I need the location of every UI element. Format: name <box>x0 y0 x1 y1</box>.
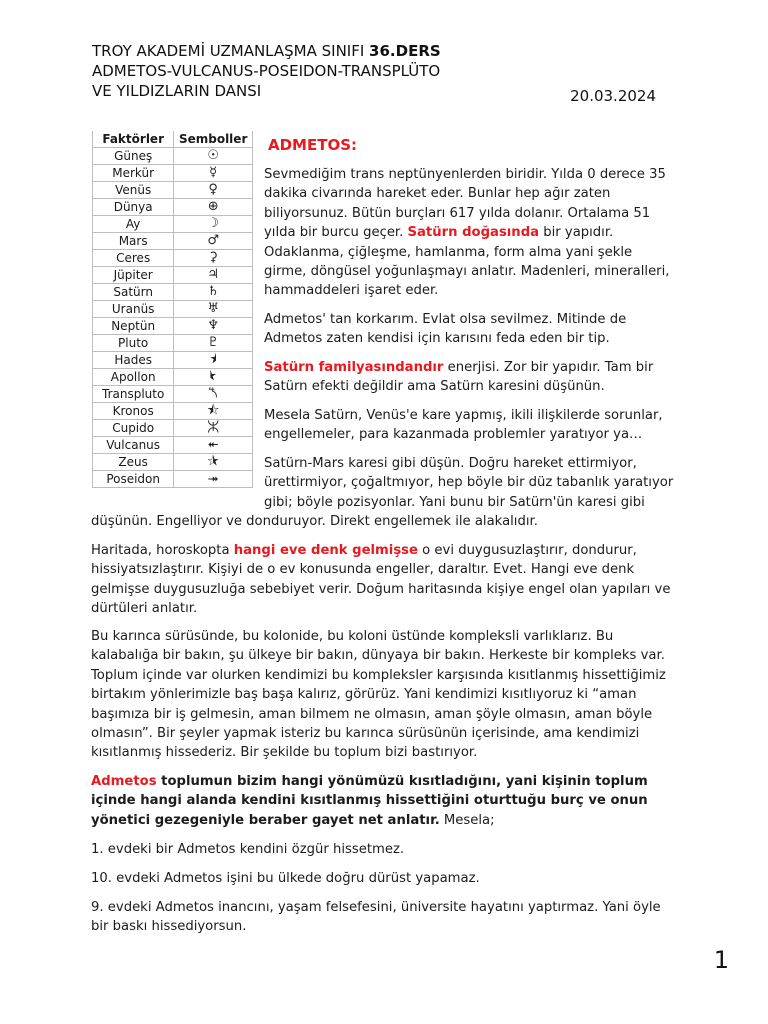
table-header-factors: Faktörler <box>93 131 174 148</box>
planet-symbol-icon: ⊕ <box>174 199 253 216</box>
planet-symbol-icon: ♂ <box>174 233 253 250</box>
planet-symbol-icon: ⯲ <box>174 386 253 403</box>
paragraph-6: Haritada, horoskopta hangi eve denk gelmişse o evi duygusuzlaştırır, dondurur, hissiyatsızlaştırır. Kişiyi de o ev konusunda engeller, daraltır. Evet. Hangi eve denk gelmişse duygusuzluğa sebebiyet verir. Doğum haritasında kişiye engel olan yapıları ve dürtüleri anlatır. <box>91 543 671 617</box>
factor-name: Vulcanus <box>93 437 174 454</box>
paragraph-2: Admetos' tan korkarım. Evlat olsa sevilmez. Mitinde de Admetos zaten kendisi için karısını feda eden bir tip. <box>264 312 627 347</box>
table-row <box>93 216 253 233</box>
table-header-symbols: Semboller <box>174 131 253 148</box>
planet-symbol-icon: ⯩ <box>174 369 253 386</box>
highlight-admetos: Admetos <box>91 774 157 789</box>
factor-name: Hades <box>93 352 174 369</box>
paragraph-1: Sevmediğim trans neptünyenlerden biridir. Yılda 0 derece 35 dakika civarında hareket eder. Bunlar hep ağır zaten biliyorsunuz. Bütün burçları 617 yılda dolanır. Ortalama 51 yılda bir burcu geçer. Satürn doğasında bir yapıdır. Odaklanma, çiğleşme, hamlanma, form alma yani şekle girme, döngüsel yoğunlaşmayı anlatır. Madenleri, mineralleri, hammaddeleri işaret eder. <box>264 167 670 299</box>
planet-symbol-icon: ⚳ <box>174 250 253 267</box>
factor-name: Venüs <box>93 182 174 199</box>
factor-name: Jüpiter <box>93 267 174 284</box>
planet-symbol-icon: ⯬ <box>174 437 253 454</box>
table-row <box>93 182 253 199</box>
list-item-house-9: 9. evdeki Admetos inancını, yaşam felsefesini, üniversite hayatını yaptırmaz. Yani öyle bir baskı hissediyorsun. <box>91 900 661 935</box>
table-row <box>93 318 253 335</box>
planet-symbol-icon: ⯨ <box>174 352 253 369</box>
list-item-house-10: 10. evdeki Admetos işini bu ülkede doğru dürüst yapamaz. <box>91 871 480 886</box>
highlight-house: hangi eve denk gelmişse <box>233 543 418 558</box>
page-number: 1 <box>713 946 729 974</box>
list-item-house-1: 1. evdeki bir Admetos kendini özgür hissetmez. <box>91 842 405 857</box>
factor-name: Kronos <box>93 403 174 420</box>
header-line-2: ADMETOS-VULCANUS-POSEIDON-TRANSPLÜTO <box>92 62 441 80</box>
factor-name: Mars <box>93 233 174 250</box>
table-row <box>93 165 253 182</box>
factor-name: Merkür <box>93 165 174 182</box>
table-row <box>93 199 253 216</box>
section-title: ADMETOS: <box>268 136 358 154</box>
planet-symbol-table <box>92 131 253 488</box>
table-body <box>93 148 253 488</box>
planet-symbol-icon: ♆ <box>174 318 253 335</box>
lesson-number: 36.DERS <box>369 42 441 60</box>
factor-name: Ceres <box>93 250 174 267</box>
factor-name: Neptün <box>93 318 174 335</box>
factor-name: Ay <box>93 216 174 233</box>
planet-symbol-icon: ⯮ <box>174 471 253 488</box>
factor-name: Uranüs <box>93 301 174 318</box>
planet-symbol-icon: ☽ <box>174 216 253 233</box>
table-row <box>93 267 253 284</box>
paragraph-4: Mesela Satürn, Venüs'e kare yapmış, ikili ilişkilerde sorunlar, engellemeler, para kazanmada problemler yaratıyor ya… <box>264 408 663 443</box>
header-date: 20.03.2024 <box>570 87 656 105</box>
table-row <box>93 454 253 471</box>
planet-symbol-icon: ♃ <box>174 267 253 284</box>
table-row <box>93 233 253 250</box>
table-row <box>93 437 253 454</box>
table-row <box>93 352 253 369</box>
paragraph-5-wrapped: Satürn-Mars karesi gibi düşün. Doğru hareket ettirmiyor, ürettirmiyor, çoğaltmıyor, hep böyle bir düz tabanlık yaratıyor gibi; böyle pozisyonlar. Yani bunu bir Satürn'ün karesi gibi <box>264 456 674 510</box>
header-line-1: TROY AKADEMİ UZMANLAŞMA SINIFI 36.DERS <box>92 42 441 60</box>
table-row <box>93 471 253 488</box>
factor-name: Pluto <box>93 335 174 352</box>
table-row <box>93 335 253 352</box>
highlight-saturn-family: Satürn familyasındandır <box>264 360 444 375</box>
factor-name: Satürn <box>93 284 174 301</box>
planet-symbol-icon: ♀ <box>174 182 253 199</box>
planet-symbol-icon: ♅ <box>174 301 253 318</box>
factor-name: Apollon <box>93 369 174 386</box>
paragraph-8: Admetos toplumun bizim hangi yönümüzü kısıtladığını, yani kişinin toplum içinde hangi alanda kendini kısıtlanmış hissettiğini oturttuğu burç ve onun yönetici gezegeniyle beraber gayet net anlatır. Mesela; <box>91 774 648 828</box>
table-row <box>93 148 253 165</box>
factor-name: Poseidon <box>93 471 174 488</box>
planet-symbol-icon: ♄ <box>174 284 253 301</box>
header-line-3: VE YILDIZLARIN DANSI <box>92 82 262 100</box>
paragraph-5-continued: düşünün. Engelliyor ve donduruyor. Direkt engellemek ile alakalıdır. <box>91 514 538 529</box>
factor-name: Güneş <box>93 148 174 165</box>
factor-name: Dünya <box>93 199 174 216</box>
paragraph-3: Satürn familyasındandır enerjisi. Zor bir yapıdır. Tam bir Satürn efekti değildir ama Satürn karesini düşünün. <box>264 360 654 395</box>
planet-symbol-icon: ☿ <box>174 165 253 182</box>
planet-symbol-icon: ⯧ <box>174 420 253 437</box>
table-row <box>93 301 253 318</box>
planet-symbol-icon: ⯪ <box>174 403 253 420</box>
table-row <box>93 386 253 403</box>
table-row <box>93 250 253 267</box>
factor-name: Zeus <box>93 454 174 471</box>
table-row <box>93 420 253 437</box>
factor-name: Transpluto <box>93 386 174 403</box>
planet-symbol-icon: ☉ <box>174 148 253 165</box>
table-row <box>93 403 253 420</box>
table-row <box>93 284 253 301</box>
highlight-saturn-nature: Satürn doğasında <box>407 225 540 241</box>
factor-name: Cupido <box>93 420 174 437</box>
planet-symbol-icon: ⯫ <box>174 454 253 471</box>
planet-symbol-icon: ♇ <box>174 335 253 352</box>
table-row <box>93 369 253 386</box>
paragraph-7: Bu karınca sürüsünde, bu kolonide, bu koloni üstünde kompleksli varlıklarız. Bu kalabalığa bir bakın, şu ülkeye bir bakın, dünyaya bir bakın. Herkeste bir kompleks var. Toplum içinde var olurken kendimizi bu kompleksler karşısında kısıtlanmış hissettiğimiz birtakım yönlerimizle baş başa kalırız, görürüz. Yani kendimizi kısıtlıyoruz ki “aman başımıza bir iş gelmesin, aman bilmem ne olmasın, aman şöyle olmasın, aman böyle olmasın”. Bir şeyler yapmak isteriz bu karınca sürüsünün içerisinde, ama kendimizi kısıtlanmış hissederiz. Bir şekilde bu toplum bizi bastırıyor. <box>91 629 666 761</box>
